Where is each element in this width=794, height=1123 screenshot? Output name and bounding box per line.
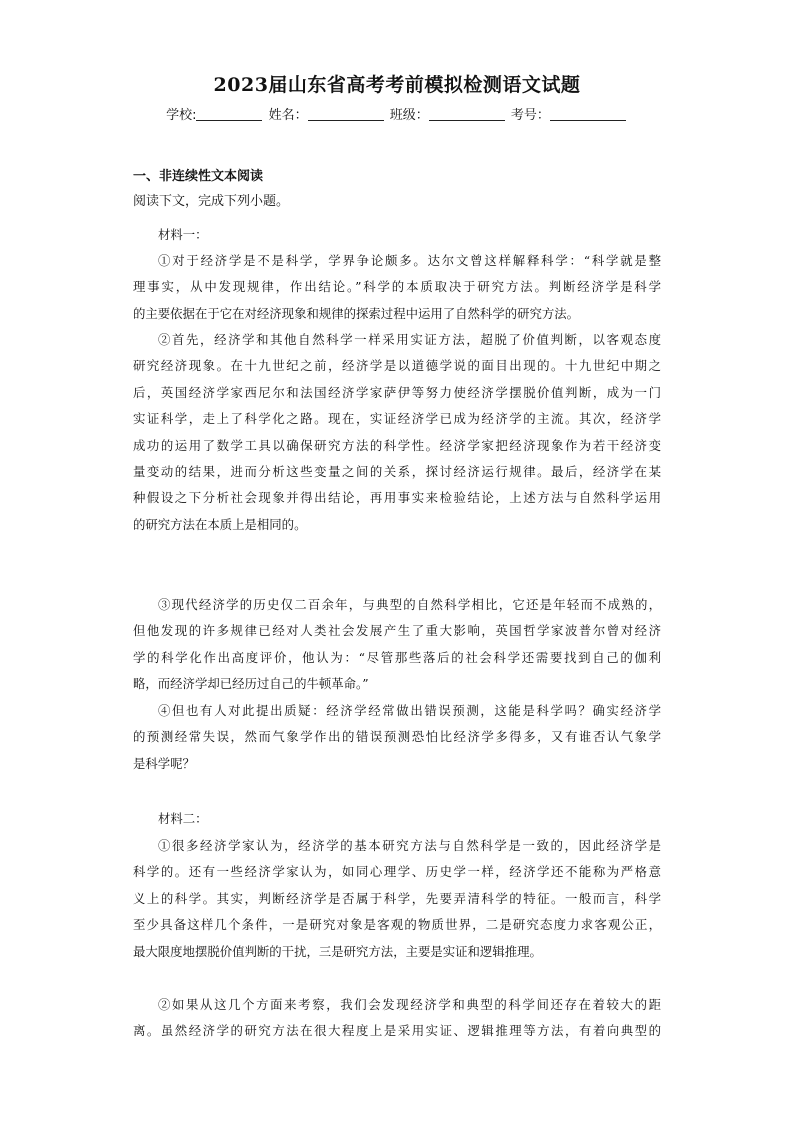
text-line: 理事实，从中发现规律，作出结论。”科学的本质取决于研究方法。判断经济学是科学 — [133, 279, 661, 295]
text-line: ①很多经济学家认为，经济学的基本研究方法与自然科学是一致的，因此经济学是 — [158, 838, 661, 853]
text-line: 至少具备这样几个条件，一是研究对象是客观的物质世界，二是研究态度力求客观公正， — [133, 917, 661, 933]
text-line: 后，英国经济学家西尼尔和法国经济学家萨伊等努力使经济学摆脱价值判断，成为一门 — [133, 384, 661, 400]
text-line: 科学的。还有一些经济学家认为，如同心理学、历史学一样，经济学还不能称为严格意 — [133, 864, 661, 880]
text-line: 义上的科学。其实，判断经济学是否属于科学，先要弄清科学的特征。一般而言，科学 — [133, 890, 661, 906]
text-line: 的主要依据在于它在对经济现象和规律的探索过程中运用了自然科学的研究方法。 — [133, 305, 580, 321]
school-label: 学校: — [166, 108, 197, 123]
exam-number-label: 考号： — [510, 108, 550, 123]
text-line: 量变动的结果，进而分析这些变量之间的关系，探讨经济运行规律。最后，经济学在某 — [133, 463, 661, 479]
school-blank[interactable] — [196, 108, 262, 121]
text-line: 实证科学，走上了科学化之路。现在，实证经济学已成为经济学的主流。其次，经济学 — [133, 411, 661, 427]
text-line: 是科学呢？ — [133, 755, 195, 771]
section-instruction: 阅读下文，完成下列小题。 — [133, 194, 290, 209]
text-line: 种假设之下分析社会现象并得出结论，再用事实来检验结论，上述方法与自然科学运用 — [133, 490, 661, 506]
text-line: ④但也有人对此提出质疑：经济学经常做出错误预测，这能是科学吗？确实经济学 — [158, 703, 661, 718]
material1-paragraph-1 — [133, 248, 661, 327]
text-line: 研究经济现象。在十九世纪之前，经济学是以道德学说的面目出现的。十九世纪中期之 — [133, 358, 661, 374]
name-label: 姓名： — [268, 108, 308, 123]
text-line: 但他发现的许多规律已经对人类社会发展产生了重大影响，英国哲学家波普尔曾对经济 — [133, 623, 661, 639]
page-title: 2023届山东省高考考前模拟检测语文试题 — [213, 74, 581, 96]
material2-paragraph-2 — [133, 992, 661, 1045]
text-line: ②首先，经济学和其他自然科学一样采用实证方法，超脱了价值判断，以客观态度 — [158, 332, 661, 347]
text-line: ①对于经济学是不是科学，学界争论颇多。达尔文曾这样解释科学：“科学就是整 — [158, 253, 661, 268]
text-line: 离。虽然经济学的研究方法在很大程度上是采用实证、逻辑推理等方法，有着向典型的 — [133, 1023, 661, 1039]
name-blank[interactable] — [308, 108, 384, 121]
text-line: ③现代经济学的历史仅二百余年，与典型的自然科学相比，它还是年轻而不成熟的， — [158, 597, 661, 612]
text-line: 的预测经常失误，然而气象学作出的错误预测恐怕比经济学多得多，又有谁否认气象学 — [133, 729, 661, 745]
material2-label-block — [133, 806, 661, 832]
class-blank[interactable] — [429, 108, 505, 121]
student-info-line — [0, 104, 794, 123]
text-line: 最大限度地摆脱价值判断的干扰，三是研究方法，主要是实证和逻辑推理。 — [133, 943, 542, 959]
text-line: 略，而经济学却已经历过自己的牛顿革命。” — [133, 676, 369, 692]
material1-paragraph-2 — [133, 327, 661, 538]
material1-paragraph-4 — [133, 698, 661, 777]
text-line: 的研究方法在本质上是相同的。 — [133, 516, 307, 532]
text-line: ②如果从这几个方面来考察，我们会发现经济学和典型的科学间还存在着较大的距 — [158, 997, 661, 1012]
text-line: 成功的运用了数学工具以确保研究方法的科学性。经济学家把经济现象作为若干经济变 — [133, 437, 661, 453]
material1-label-block — [133, 222, 661, 248]
material1-label: 材料一： — [158, 227, 208, 242]
section-title: 一、非连续性文本阅读 — [133, 169, 264, 184]
material2-label: 材料二： — [158, 811, 208, 826]
text-line: 学的科学化作出高度评价，他认为：“尽管那些落后的社会科学还需要找到自己的伽利 — [133, 649, 661, 665]
material2-paragraph-1 — [133, 833, 661, 965]
class-label: 班级： — [389, 108, 429, 123]
material1-paragraph-3 — [133, 592, 661, 698]
exam-number-blank[interactable] — [550, 108, 626, 121]
